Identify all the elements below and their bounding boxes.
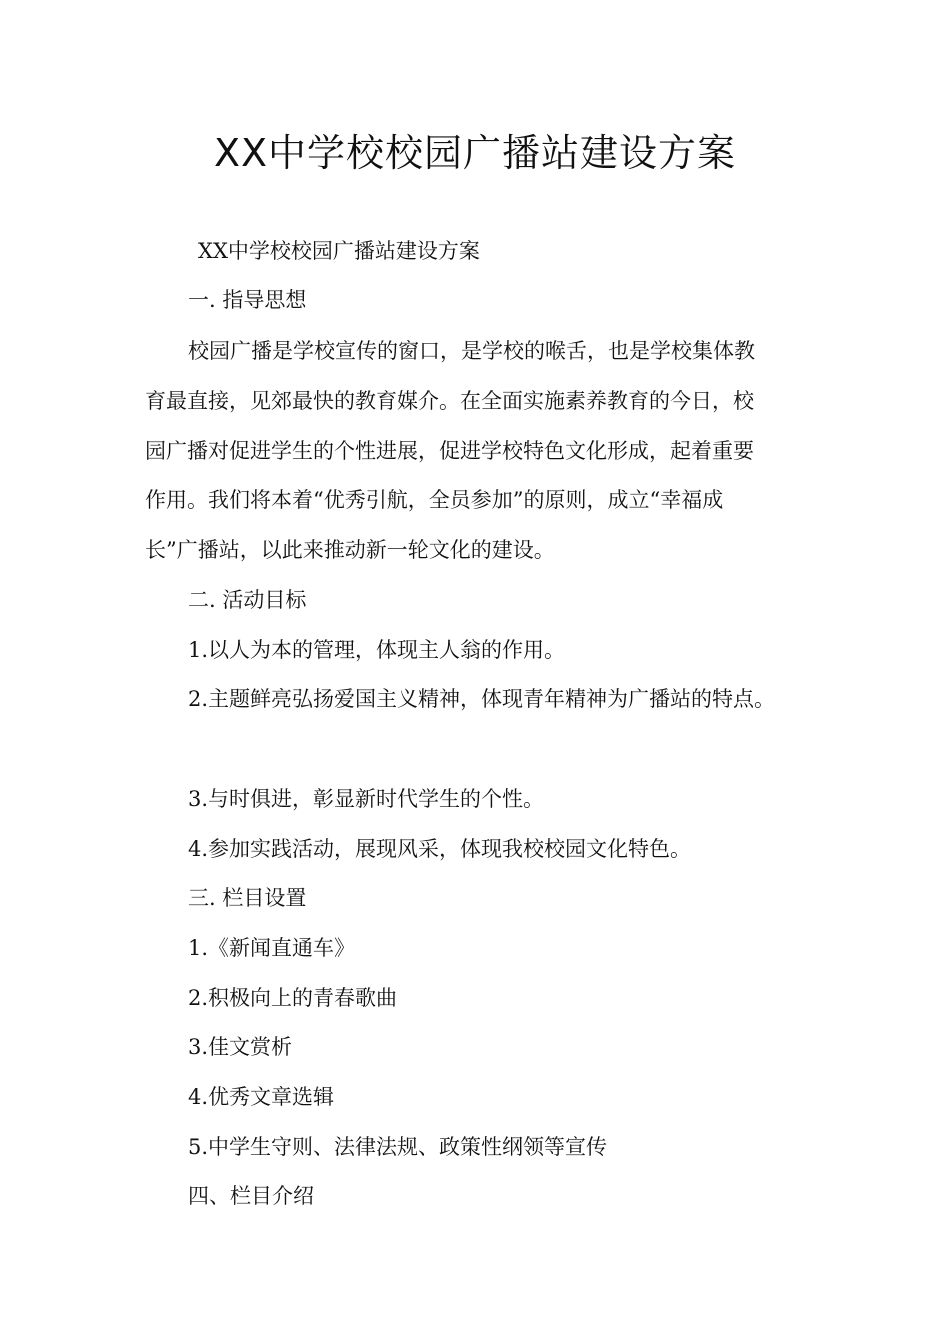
paragraph-line: 校园广播是学校宣传的窗口，是学校的喉舌，也是学校集体教 (188, 339, 755, 363)
section-heading-column-introduction: 四、栏目介绍 (188, 1184, 314, 1208)
paragraph-line: 作用。我们将本着“优秀引航，全员参加”的原则，成立“幸福成 (145, 488, 724, 512)
paragraph-line: 园广播对促进学生的个性进展，促进学校特色文化形成，起着重要 (145, 439, 754, 463)
column-item: 4.优秀文章选辑 (188, 1085, 335, 1109)
section-heading-guiding-ideology: 一. 指导思想 (188, 288, 307, 312)
column-item: 2.积极向上的青春歌曲 (188, 986, 398, 1010)
section-heading-column-settings: 三. 栏目设置 (188, 886, 307, 910)
column-item: 5.中学生守则、法律法规、政策性纲领等宣传 (188, 1135, 608, 1159)
goal-item: 3.与时俱进，彰显新时代学生的个性。 (188, 787, 545, 811)
paragraph-line: 长”广播站，以此来推动新一轮文化的建设。 (145, 538, 555, 562)
goal-item: 4.参加实践活动，展现风采，体现我校校园文化特色。 (188, 837, 692, 861)
document-subtitle: XX中学校校园广播站建设方案 (198, 239, 480, 263)
goal-item: 2.主题鲜亮弘扬爱国主义精神，体现青年精神为广播站的特点。 (188, 687, 776, 711)
goal-item: 1.以人为本的管理，体现主人翁的作用。 (188, 638, 566, 662)
column-item: 1.《新闻直通车》 (188, 936, 356, 960)
document-title: XX中学校校园广播站建设方案 (213, 131, 737, 175)
section-heading-activity-goals: 二. 活动目标 (188, 588, 307, 612)
paragraph-line: 育最直接，见郊最快的教育媒介。在全面实施素养教育的今日，校 (145, 389, 754, 413)
column-item: 3.佳文赏析 (188, 1035, 293, 1059)
